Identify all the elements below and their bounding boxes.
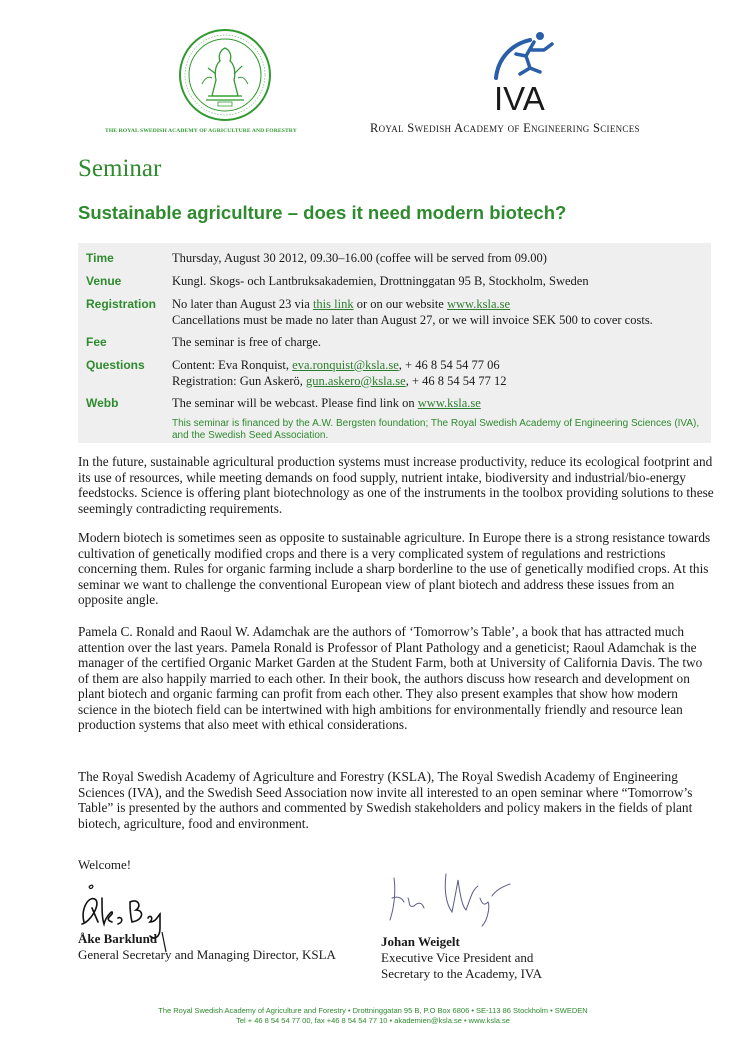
ksla-name: THE ROYAL SWEDISH ACADEMY OF AGRICULTURE AND FORESTRY [105,128,297,134]
registration-text-mid: or on our website [353,297,447,311]
registration-value [172,297,707,328]
fee-label: Fee [86,335,107,349]
finance-note: This seminar is financed by the A.W. Bergsten foundation; The Royal Swedish Academy of Engineering Sciences (IVA), and the Swedish Seed Association. [172,418,700,441]
webb-label: Webb [86,396,119,410]
registration-text: No later than August 23 via [172,297,313,311]
questions-label: Questions [86,358,145,372]
content-phone: , + 46 8 54 54 77 06 [398,358,500,372]
signer-name: Johan Weigelt [381,934,460,949]
content-email-link[interactable]: eva.ronquist@ksla.se [292,358,399,372]
signer-weigelt [381,934,542,982]
registration-link[interactable]: this link [312,297,354,311]
fee-value: The seminar is free of charge. [172,335,322,349]
webcast-text: The seminar will be webcast. Please find link on [172,396,418,410]
body-paragraph-3: Pamela C. Ronald and Raoul W. Adamchak are the authors of ‘Tomorrow’s Table’, a book that has attracted much attention over the last years. Pamela Ronald is Professor of Plant Pathology and a geneticist; Raoul Adamchak is the manager of the certified Organic Market Garden at the Student Farm, both at University of California Davis. The two of them are also happily married to each other. In their book, the authors discuss how research and development on plant biotech and organic farming can profit from each other. They also present examples that show how modern science in the biotech field can be intertwined with high ambitions for environmentally friendly and resource lean production systems that also meet with ethical considerations. [78,624,703,732]
signer-name: Åke Barklund [78,931,158,946]
signer-barklund [78,931,336,963]
registration-label: Registration [86,297,157,311]
body-paragraph-4: The Royal Swedish Academy of Agriculture and Forestry (KSLA), The Royal Swedish Academy of Engineering Sciences (IVA), and the Swedish Seed Association now invite all interested to an open seminar where “Tomorrow’s Table” is presented by the authors and commented by Swedish stakeholders and policy makers in the fields of plant biotech, agriculture, food and environment. [78,769,693,831]
registration-email-link[interactable]: gun.askero@ksla.se [306,373,406,388]
content-contact-text: Content: Eva Ronquist, [172,358,293,372]
registration-contact-text: Registration: Gun Askerö, [172,373,307,388]
footer-contact: Tel + 46 8 54 54 77 00, fax +46 8 54 54 77 10 • akademien@ksla.se • www.ksla.se [236,1016,510,1025]
welcome-text: Welcome! [78,857,132,872]
venue-label: Venue [86,274,122,288]
seminar-heading: Seminar [78,155,162,182]
footer-address: The Royal Swedish Academy of Agriculture and Forestry • Drottninggatan 95 B, P.O Box 6806 • SE-113 86 Stockholm • SWEDEN [158,1006,588,1015]
time-value: Thursday, August 30 2012, 09.30–16.00 (coffee will be served from 09.00) [172,251,547,265]
signer-title: Executive Vice President and [381,950,534,965]
webcast-link[interactable]: www.ksla.se [417,396,481,410]
iva-figure-icon [490,28,560,114]
questions-value [172,358,707,389]
ksla-seal-icon [178,28,272,122]
body-paragraph-2: Modern biotech is sometimes seen as opposite to sustainable agriculture. In Europe there is a strong resistance towards cultivation of genetically modified crops and there is a very complicated system of regulations and restrictions concerning them. Rules for organic farming include a sharp borderline to the use of genetically modified crops. At this seminar we want to challenge the conventional European view of plant biotech and address these issues from an opposite angle. [78,530,711,607]
webb-value [172,396,707,412]
letterhead [0,0,746,150]
time-label: Time [86,251,114,265]
signer-title-line2: Secretary to the Academy, IVA [381,966,543,981]
info-box [78,243,711,443]
signature-weigelt [386,868,516,938]
venue-value: Kungl. Skogs- och Lantbruksakademien, Drottninggatan 95 B, Stockholm, Sweden [172,274,589,288]
footer [0,1006,746,1026]
body-paragraph-1: In the future, sustainable agricultural production systems must increase productivity, reduce its ecological footprint and its use of resources, while meeting demands on food supply, nutrient intake, biodiversity and industrial/bio-energy feedstocks. Science is offering plant biotechnology as one of the instruments in the toolbox providing solutions to these seemingly contradicting requirements. [78,454,714,516]
cancellation-text: Cancellations must be made no later than August 27, or we will invoice SEK 500 to cover costs. [172,312,653,327]
signer-title: General Secretary and Managing Director, KSLA [78,947,336,962]
iva-logo-text: IVA [494,80,545,114]
iva-name: Royal Swedish Academy of Engineering Sciences [370,121,640,135]
ksla-website-link[interactable]: www.ksla.se [446,297,511,311]
seminar-title: Sustainable agriculture – does it need modern biotech? [78,202,567,223]
registration-phone: , + 46 8 54 54 77 12 [405,373,507,388]
